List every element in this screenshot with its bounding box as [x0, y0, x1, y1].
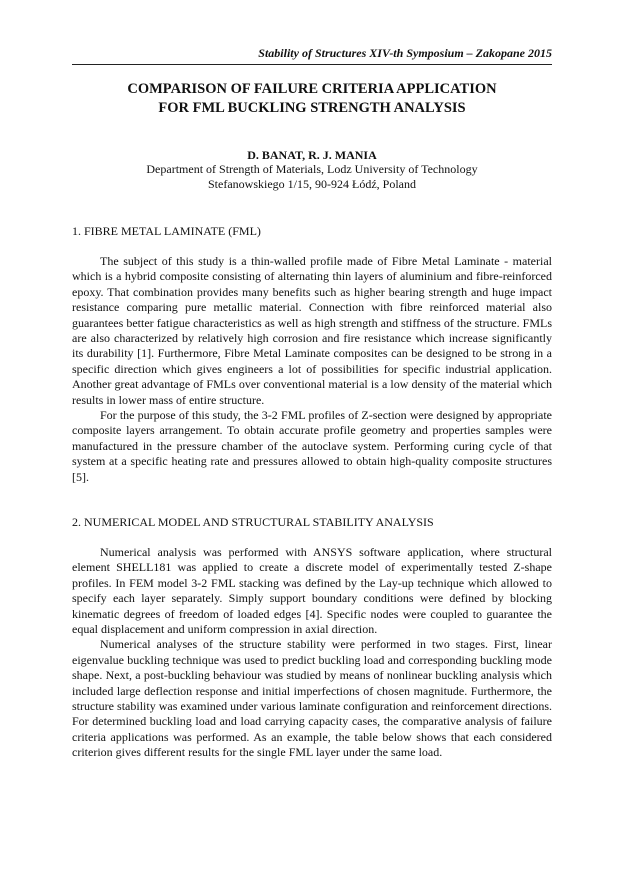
affiliation-line-2: Stefanowskiego 1/15, 90-924 Łódź, Poland — [208, 177, 416, 191]
section-body-2 — [72, 545, 552, 761]
paragraph: For the purpose of this study, the 3-2 FML profiles of Z-section were designed by appropriate composite layers arrangement. To obtain accurate profile geometry and properties samples were manufactured in the pressure chamber of the autoclave system. Performing curing cycle of that system at a specific heating rate and pressures allowed to obtain high-quality composite structures [5]. — [72, 408, 552, 484]
paragraph: Numerical analyses of the structure stability were performed in two stages. First, linear eigenvalue buckling technique was used to predict buckling load and corresponding buckling mode shape. Next, a post-buckling behaviour was studied by means of nonlinear buckling analysis which included large deflection response and initial imperfections of chosen magnitude. Furthermore, the structure stability was examined under various laminate configuration and reinforcement directions. For determined buckling load and load carrying capacity cases, the comparative analysis of failure criteria applications was performed. As an example, the table below shows that each considered criterion gives different results for the single FML layer under the same load. — [72, 637, 552, 760]
section-heading-1: 1. FIBRE METAL LAMINATE (FML) — [72, 224, 261, 238]
paragraph: Numerical analysis was performed with ANSYS software application, where structural element SHELL181 was applied to create a discrete model of experimentally tested Z-shape profiles. In FEM model 3-2 FML stacking was defined by the Lay-up technique which allowed to specify each layer separately. Simply support boundary conditions were defined by blocking kinematic degrees of freedom of loaded edges [4]. Specific nodes were coupled to guarantee the equal displacement and uniform compression in axial direction. — [72, 545, 552, 637]
section-heading-2: 2. NUMERICAL MODEL AND STRUCTURAL STABILITY ANALYSIS — [72, 515, 434, 529]
affiliation — [72, 162, 552, 192]
authors: D. BANAT, R. J. MANIA — [247, 148, 377, 162]
section-body-1 — [72, 254, 552, 485]
title-line-1: COMPARISON OF FAILURE CRITERIA APPLICATION — [127, 81, 497, 97]
title-line-2: FOR FML BUCKLING STRENGTH ANALYSIS — [158, 100, 466, 116]
paper-title — [60, 80, 564, 118]
running-header: Stability of Structures XIV-th Symposium – Zakopane 2015 — [72, 46, 552, 65]
affiliation-line-1: Department of Strength of Materials, Lodz University of Technology — [146, 162, 478, 176]
paragraph: The subject of this study is a thin-walled profile made of Fibre Metal Laminate - material which is a hybrid composite consisting of alternating thin layers of aluminium and fibre-reinforced epoxy. That combination provides many benefits such as higher bearing strength and huge impact resistance comparing pure metallic material. Connection with fibre reinforced material also guarantees better fatigue characteristics as well as high strength and stiffness of the structure. FMLs are also characterized by relatively high corrosion and fire resistance which increase significantly its durability [1]. Furthermore, Fibre Metal Laminate composites can be designed to be strong in a specific direction which gives engineers a lot of possibilities for specific industrial application. Another great advantage of FMLs over conventional material is a low density of the material which results in lower mass of entire structure. — [72, 254, 552, 407]
